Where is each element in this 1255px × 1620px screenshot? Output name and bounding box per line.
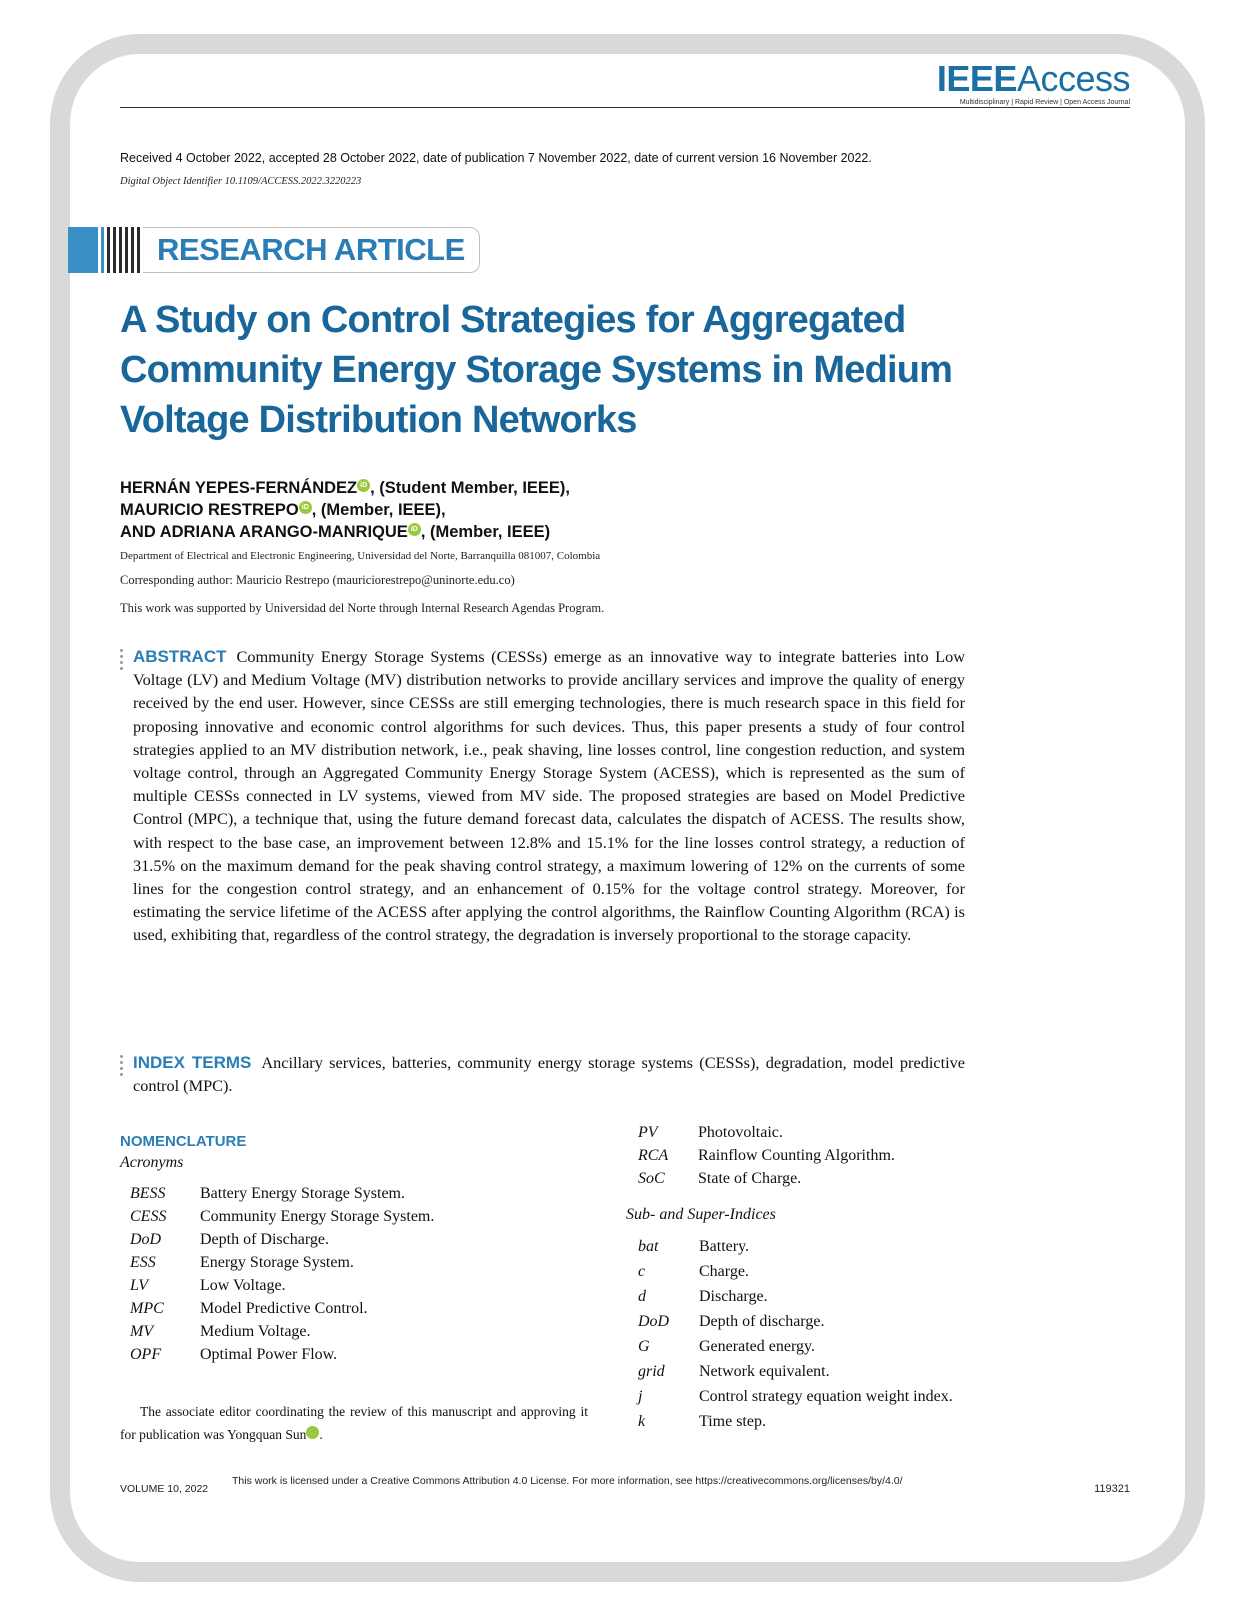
acronyms-heading: Acronyms	[120, 1154, 184, 1171]
abstract-label: ABSTRACT	[133, 647, 227, 666]
article-type-banner	[68, 227, 480, 273]
logo-access: Access	[1016, 58, 1130, 99]
list-item: CESS Community Energy Storage System.	[130, 1208, 435, 1225]
list-item: RCA Rainflow Counting Algorithm.	[638, 1147, 895, 1164]
author-name: AND ADRIANA ARANGO-MANRIQUE	[120, 523, 408, 541]
journal-logo	[936, 58, 1130, 106]
logo-ieee: IEEE	[936, 58, 1017, 99]
author-name: MAURICIO RESTREPO	[120, 501, 299, 519]
author-role: , (Member, IEEE)	[420, 523, 551, 541]
list-item: SoC State of Charge.	[638, 1170, 802, 1187]
acronyms-list	[130, 1182, 590, 1366]
author-name: HERNÁN YEPES-FERNÁNDEZ	[120, 479, 358, 497]
list-item: G Generated energy.	[638, 1338, 815, 1355]
abstract-section	[120, 645, 965, 947]
list-item: j Control strategy equation weight index.	[638, 1388, 953, 1405]
header-rule	[120, 107, 1130, 108]
list-item: bat Battery.	[638, 1238, 750, 1255]
nomenclature-heading: NOMENCLATURE	[120, 1133, 247, 1150]
paper-title: A Study on Control Strategies for Aggregated Community Energy Storage Systems in Medium Voltage Distribution Networks	[120, 299, 953, 441]
dates-line: Received 4 October 2022, accepted 28 October 2022, date of publication 7 November 2022, date of current version 16 November 2022.	[120, 151, 872, 165]
footer-volume: VOLUME 10, 2022	[120, 1483, 209, 1495]
list-item: c Charge.	[638, 1263, 749, 1280]
affiliation: Department of Electrical and Electronic Engineering, Universidad del Norte, Barranquilla 081007, Colombia	[120, 550, 601, 562]
list-item: LV Low Voltage.	[130, 1277, 286, 1294]
journal-tagline: Multidisciplinary | Rapid Review | Open Access Journal	[959, 99, 1130, 106]
list-item: MPC Model Predictive Control.	[130, 1300, 368, 1317]
section-dots-icon	[120, 649, 123, 673]
orcid-icon[interactable]: iD	[306, 1426, 319, 1439]
footer-page-number: 119321	[1094, 1483, 1130, 1495]
section-dots-icon	[120, 1055, 123, 1079]
author-list	[120, 477, 570, 543]
list-item: PV Photovoltaic.	[638, 1124, 783, 1141]
list-item: d Discharge.	[638, 1288, 768, 1305]
author-role: , (Member, IEEE),	[311, 501, 446, 519]
orcid-icon[interactable]: iD	[408, 523, 421, 536]
author-3	[120, 521, 570, 543]
index-terms-label: INDEX TERMS	[133, 1053, 252, 1072]
indices-list	[638, 1234, 1058, 1434]
editor-note: The associate editor coordinating the review of this manuscript and approving it for publication was Yongquan Sun iD.	[120, 1404, 588, 1442]
list-item: DoD Depth of Discharge.	[130, 1231, 329, 1248]
indices-heading: Sub- and Super-Indices	[626, 1206, 776, 1223]
corresponding-author: Corresponding author: Mauricio Restrepo (mauriciorestrepo@uninorte.edu.co)	[120, 573, 515, 587]
list-item: OPF Optimal Power Flow.	[130, 1346, 338, 1363]
article-type-label: RESEARCH ARTICLE	[157, 232, 465, 267]
orcid-icon[interactable]: iD	[357, 479, 370, 492]
author-1	[120, 477, 570, 499]
author-role: , (Student Member, IEEE),	[370, 479, 571, 497]
abstract-text: Community Energy Storage Systems (CESSs) emerge as an innovative way to integrate batteries into Low Voltage (LV) and Medium Voltage (MV) distribution networks to provide ancillary services and improve the quality of energy received by the end user. However, since CESSs are still emerging technologies, there is much research space in this field for proposing innovative and economic control algorithms for such devices. Thus, this paper presents a study of four control strategies applied to an MV distribution network, i.e., peak shaving, line losses control, line congestion reduction, and system voltage control, through an Aggregated Community Energy Storage System (ACESS), which is represented as the sum of multiple CESSs connected in LV systems, viewed from MV side. The proposed strategies are based on Model Predictive Control (MPC), a technique that, using the future demand forecast data, calculates the dispatch of ACESS. The results show, with respect to the base case, an improvement between 12.8% and 15.1% for the line losses control strategy, a reduction of 31.5% on the maximum demand for the peak shaving control strategy, a maximum lowering of 12% on the currents of some lines for the congestion control strategy, and an enhancement of 0.15% for the voltage control strategy. Moreover, for estimating the service lifetime of the ACESS after applying the control algorithms, the Rainflow Counting Algorithm (RCA) is used, exhibiting that, regardless of the control strategy, the degradation is inversely proportional to the storage capacity.	[133, 647, 965, 945]
funding-note: This work was supported by Universidad del Norte through Internal Research Agendas Program.	[120, 601, 605, 615]
paper-page	[120, 55, 1130, 1555]
banner-bars-icon	[68, 227, 143, 273]
list-item: MV Medium Voltage.	[130, 1323, 311, 1340]
list-item: DoD Depth of discharge.	[638, 1313, 825, 1330]
doi-line: Digital Object Identifier 10.1109/ACCESS.2022.3220223	[120, 176, 362, 187]
list-item: ESS Energy Storage System.	[130, 1254, 354, 1271]
list-item: BESS Battery Energy Storage System.	[130, 1185, 405, 1202]
list-item: grid Network equivalent.	[638, 1363, 830, 1380]
nomenclature-right-column	[626, 1121, 1058, 1434]
footer-license: This work is licensed under a Creative Commons Attribution 4.0 License. For more information, see https://creativecommons.org/licenses/by/4.0/	[232, 1475, 903, 1487]
index-terms-section	[120, 1051, 965, 1097]
orcid-icon[interactable]: iD	[299, 501, 312, 514]
author-2	[120, 499, 570, 521]
acronyms-list-continued	[638, 1121, 1058, 1190]
index-terms-text: Ancillary services, batteries, community energy storage systems (CESSs), degradation, model predictive control (MPC).	[133, 1053, 965, 1096]
nomenclature-left-column	[120, 1133, 590, 1366]
list-item: k Time step.	[638, 1413, 766, 1430]
